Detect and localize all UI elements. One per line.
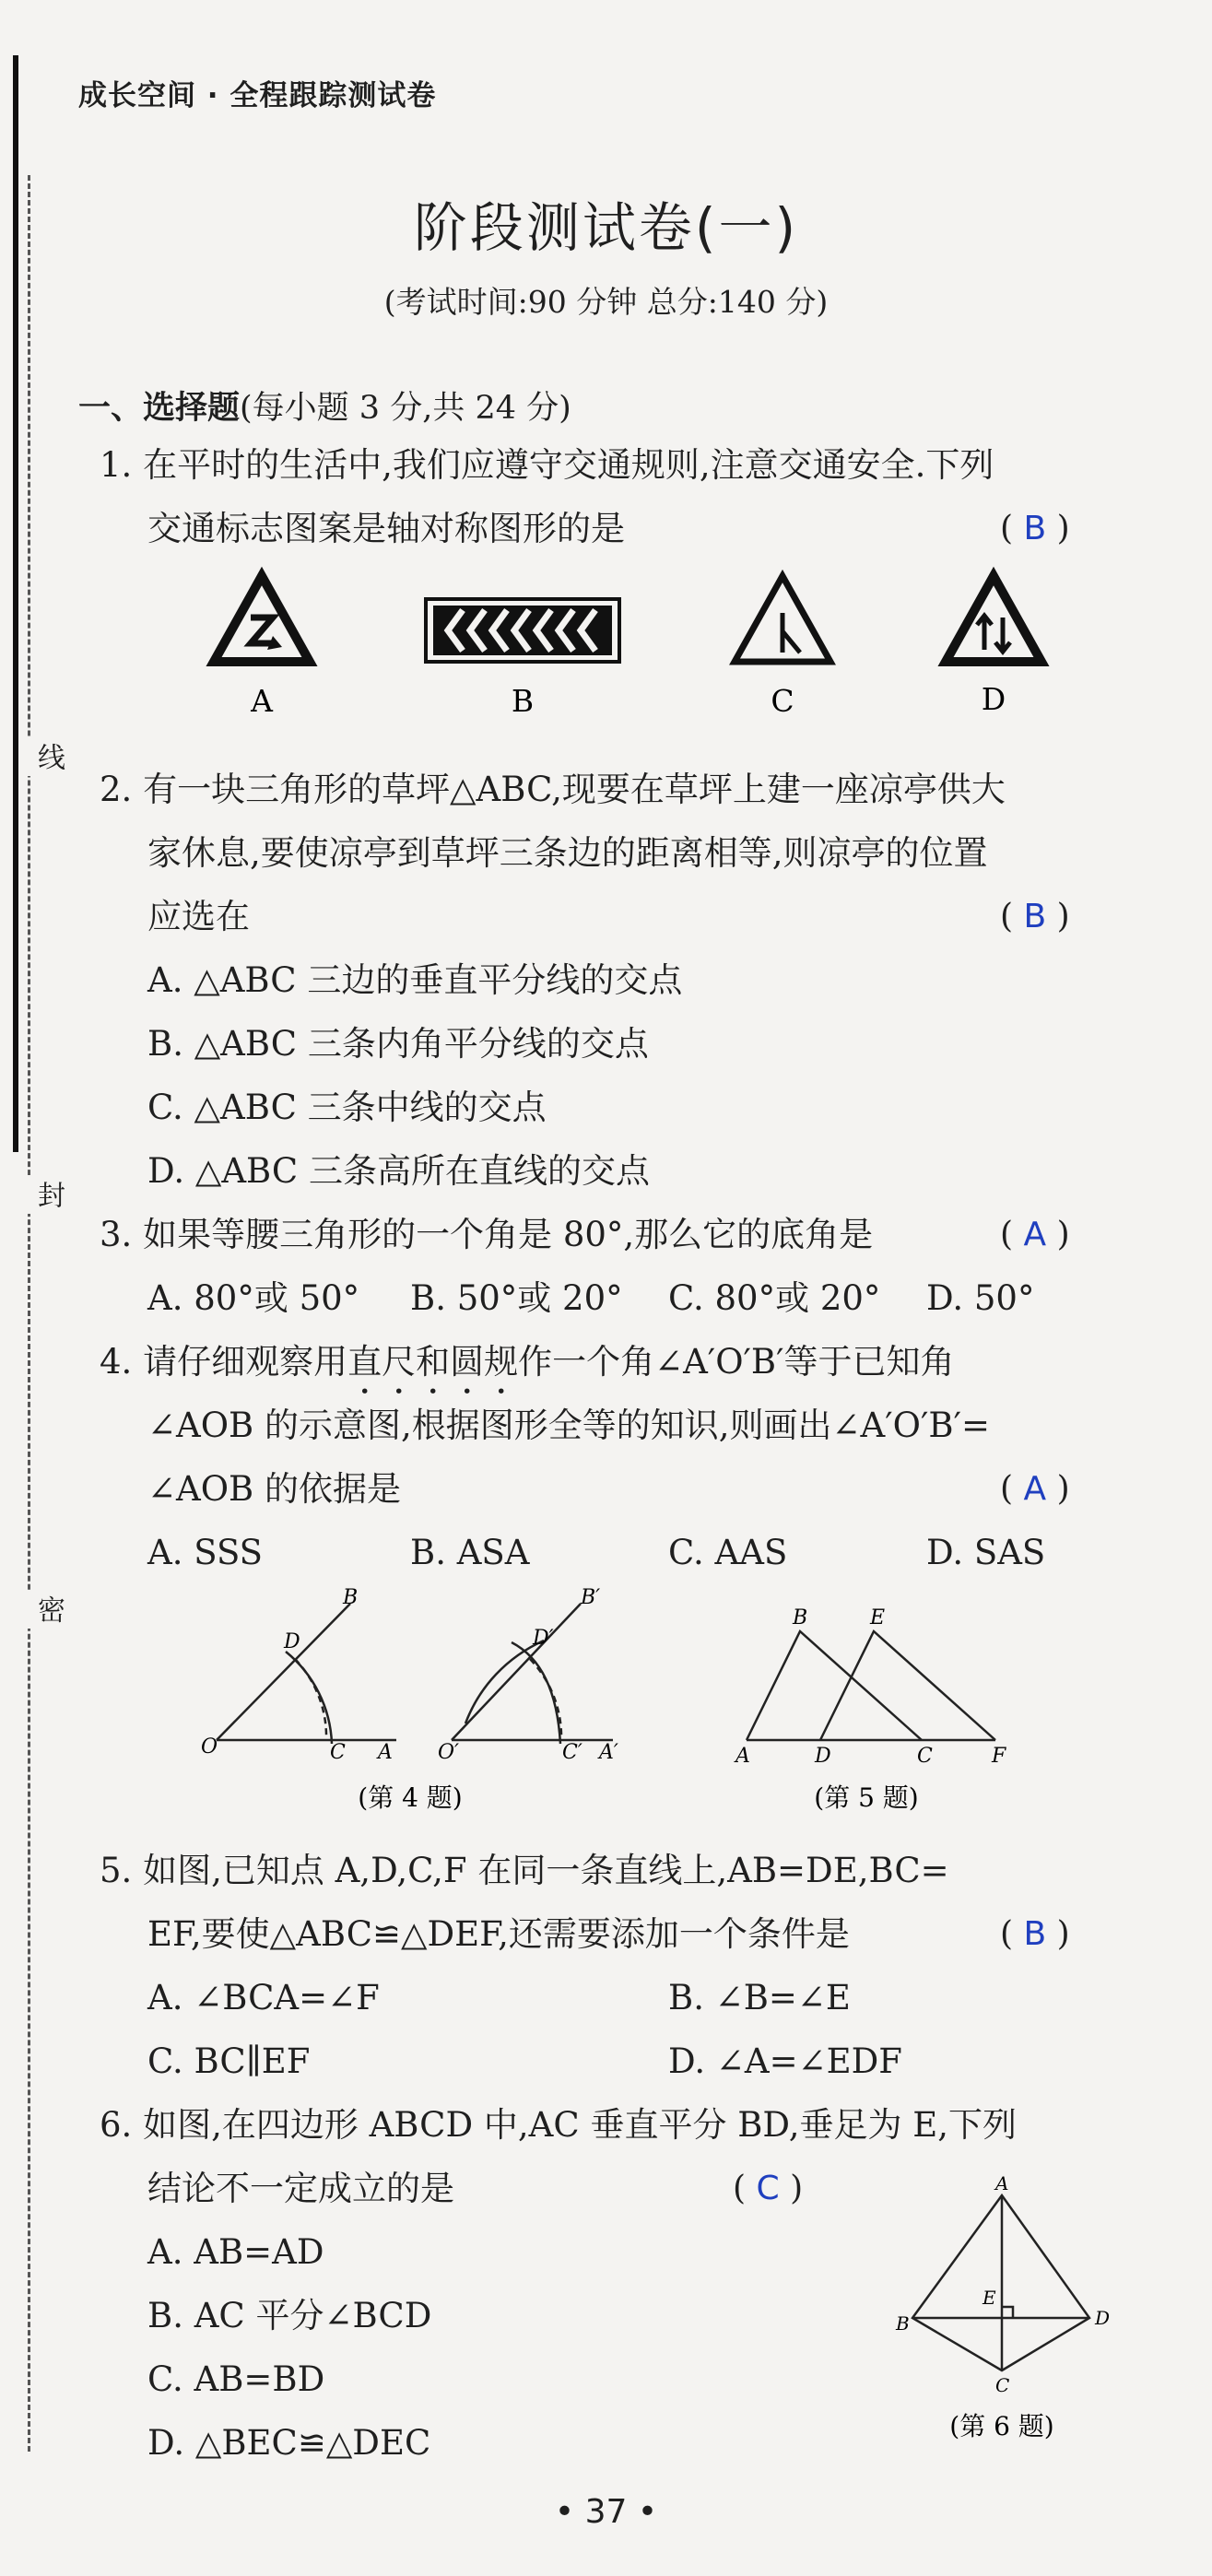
q3-option-d: D. 50° [926, 1278, 1035, 1318]
fig4-label-D: D [284, 1630, 300, 1653]
q4-line2: ∠AOB 的示意图,根据图形全等的知识,则画出∠A′O′B′= [147, 1406, 990, 1445]
q4-option-d: D. SAS [926, 1533, 1046, 1572]
q2-answer-slot: ( B ) [1000, 898, 1070, 935]
q6-option-b: B. AC 平分∠BCD [147, 2296, 432, 2335]
section-name: 一、选择题 [78, 390, 241, 427]
q1-traffic-signs [138, 562, 1060, 728]
binding-label-line: 线 [26, 737, 70, 776]
fig6-label-E: E [983, 2287, 996, 2309]
q3-option-b: B. 50°或 20° [410, 1278, 623, 1318]
fig5-label-A: A [735, 1745, 750, 1768]
q2-line1: 2. 有一块三角形的草坪△ABC,现要在草坪上建一座凉亭供大 [100, 770, 1006, 809]
fig4-label-C2: C′ [562, 1741, 582, 1764]
q2-answer: B [1023, 898, 1047, 935]
fig4-label-C: C [330, 1741, 346, 1764]
q4-line1 [100, 1330, 955, 1402]
fig6-label-C: C [995, 2374, 1010, 2396]
fig4-fig5-diagrams [184, 1585, 1041, 1816]
q6-line2: 结论不一定成立的是 [147, 2169, 454, 2208]
q4-line1-start: 4. 请仔细观察用 [100, 1342, 348, 1382]
fig5-label-D: D [815, 1745, 831, 1768]
fig6-label-D: D [1095, 2307, 1111, 2329]
q1-line2: 交通标志图案是轴对称图形的是 [147, 509, 625, 548]
binding-label-seal: 封 [26, 1175, 70, 1214]
q5-option-c: C. BC∥EF [147, 2041, 311, 2081]
fig6-caption: (第 6 题) [949, 2411, 1054, 2441]
sign-label-a: A [251, 683, 273, 719]
q6-option-a: A. AB=AD [147, 2232, 324, 2272]
fig5-label-C: C [917, 1745, 933, 1768]
page-number: • 37 • [554, 2493, 658, 2531]
q3-answer-slot: ( A ) [1000, 1216, 1070, 1253]
fig5-label-F: F [992, 1745, 1006, 1768]
q1-line1: 1. 在平时的生活中,我们应遵守交通规则,注意交通安全.下列 [100, 445, 994, 485]
sign-c-icon [735, 576, 830, 662]
sign-b-icon [426, 599, 619, 662]
sign-label-b: B [511, 683, 535, 719]
q6-answer: C [756, 2170, 780, 2207]
q3-answer: A [1023, 1216, 1047, 1253]
q5-option-b: B. ∠B=∠E [668, 1978, 851, 2017]
q4-answer: A [1023, 1470, 1047, 1508]
page-header: 成长空间 · 全程跟踪测试卷 [78, 79, 437, 112]
q4-option-c: C. AAS [668, 1533, 788, 1572]
fig6-quadrilateral [885, 2175, 1124, 2452]
fig4-label-O2: O′ [438, 1741, 460, 1764]
fig4-label-A2: A′ [599, 1741, 618, 1764]
fig4-label-B2: B′ [581, 1586, 601, 1609]
q5-answer-slot: ( B ) [1000, 1915, 1070, 1953]
fig4-label-O: O [201, 1735, 218, 1759]
fig4-label-A: A [378, 1741, 393, 1764]
q2-option-a: A. △ABC 三边的垂直平分线的交点 [147, 960, 683, 1000]
binding-label-secret: 密 [26, 1590, 70, 1629]
q4-option-a: A. SSS [147, 1533, 263, 1572]
q4-line1-end: 作一个角∠A′O′B′等于已知角 [518, 1342, 955, 1382]
q6-answer-slot: ( C ) [733, 2170, 804, 2207]
q2-line2: 家休息,要使凉亭到草坪三条边的距离相等,则凉亭的位置 [147, 833, 988, 873]
q4-answer-slot: ( A ) [1000, 1470, 1070, 1508]
q5-answer: B [1023, 1915, 1047, 1953]
q5-option-a: A. ∠BCA=∠F [147, 1978, 380, 2017]
q2-line3: 应选在 [147, 897, 250, 936]
sign-d-icon [946, 576, 1041, 662]
q5-line1: 5. 如图,已知点 A,D,C,F 在同一条直线上,AB=DE,BC= [100, 1851, 949, 1890]
fig6-label-B: B [896, 2312, 910, 2335]
q1-answer-slot: ( B ) [1000, 510, 1070, 547]
q5-option-d: D. ∠A=∠EDF [668, 2041, 902, 2081]
sign-a-icon [214, 576, 310, 662]
q6-option-d: D. △BEC≌△DEC [147, 2423, 431, 2463]
fig5-label-B: B [793, 1606, 808, 1629]
fig4-label-B: B [343, 1586, 359, 1609]
section-heading [78, 382, 571, 429]
fig5-label-E: E [870, 1606, 886, 1629]
binding-dashed-line [28, 175, 30, 2452]
exam-info: (考试时间:90 分钟 总分:140 分) [383, 284, 829, 320]
q5-line2: EF,要使△ABC≌△DEF,还需要添加一个条件是 [147, 1914, 850, 1954]
fig6-label-A: A [995, 2175, 1009, 2194]
fig4-left-angle [217, 1604, 396, 1744]
q3-option-c: C. 80°或 20° [668, 1278, 881, 1318]
fig4-right-angle [452, 1604, 613, 1744]
q1-answer: B [1023, 510, 1047, 547]
section-note: (每小题 3 分,共 24 分) [240, 390, 571, 427]
q3-option-a: A. 80°或 50° [147, 1278, 360, 1318]
fig4-caption: (第 4 题) [358, 1782, 463, 1813]
sign-label-d: D [981, 681, 1006, 717]
sign-label-c: C [771, 683, 794, 719]
q2-option-d: D. △ABC 三条高所在直线的交点 [147, 1151, 650, 1191]
q2-option-c: C. △ABC 三条中线的交点 [147, 1088, 547, 1127]
fig5-caption: (第 5 题) [814, 1782, 919, 1813]
fig5-triangles [747, 1631, 995, 1740]
q4-option-b: B. ASA [410, 1533, 530, 1572]
fig4-label-D2: D′ [533, 1627, 554, 1650]
q3-stem: 3. 如果等腰三角形的一个角是 80°,那么它的底角是 [100, 1215, 874, 1254]
q2-option-b: B. △ABC 三条内角平分线的交点 [147, 1024, 649, 1064]
page-title: 阶段测试卷(一) [413, 196, 799, 259]
q4-emphasis-ruler-compass: 直尺和圆规 [347, 1342, 519, 1382]
q6-line1: 6. 如图,在四边形 ABCD 中,AC 垂直平分 BD,垂足为 E,下列 [100, 2105, 1018, 2145]
q4-line3: ∠AOB 的依据是 [147, 1469, 402, 1509]
q6-option-c: C. AB=BD [147, 2359, 325, 2399]
